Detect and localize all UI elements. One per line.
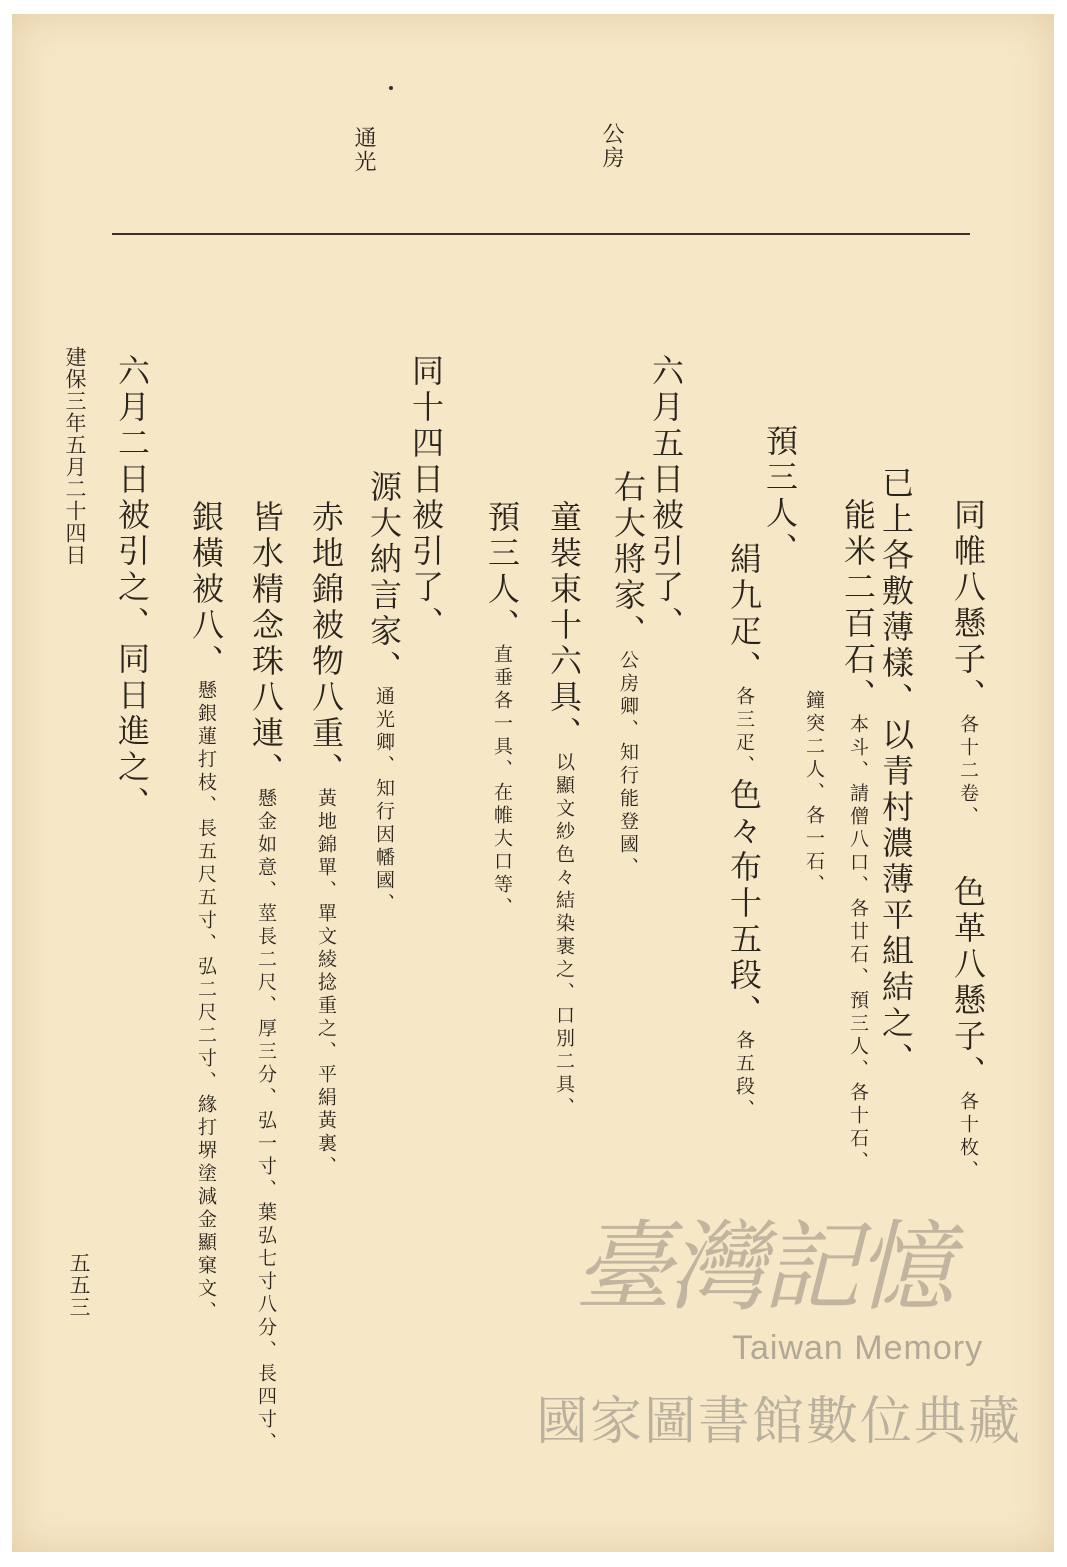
column-note: 本斗、請僧八口、各廿石、預三人、各十石、	[847, 714, 869, 1174]
column-main-text: 絹九疋、	[725, 542, 763, 686]
header-right-label: 公房	[599, 122, 624, 170]
column-note: 以顯文紗色々結染裹之、口別二具、	[553, 752, 575, 1120]
ink-dot	[389, 86, 393, 90]
watermark-english: Taiwan Memory	[732, 1329, 984, 1367]
column-note: 各三疋、	[733, 686, 755, 778]
column-main-text: 皆水精念珠八連、	[247, 500, 285, 788]
text-column-12	[294, 424, 358, 1179]
text-column-4: 預三人、	[761, 424, 799, 568]
text-column-7	[596, 394, 660, 880]
column-note: 黃地錦單、單文綾捻重之、平絹黃裏、	[315, 788, 337, 1179]
column-main-text: 右大將家、	[609, 470, 647, 650]
horizontal-rule	[112, 233, 970, 235]
text-column-13	[234, 424, 298, 1455]
column-main-text: 預三人、	[483, 500, 521, 644]
text-column-5	[712, 466, 776, 1122]
header-left-label: 通光	[351, 126, 376, 174]
column-note: 公房卿、知行能登國、	[617, 650, 639, 880]
column-main-text: 赤地錦被物八重、	[307, 500, 345, 788]
column-main-text: 同帷八懸子、	[949, 498, 987, 714]
column-main-text: 色革八懸子、	[949, 875, 987, 1091]
column-note: 直垂各一具、在帷大口等、	[491, 644, 513, 920]
text-column-15: 六月二日被引之、同日進之、	[113, 354, 151, 822]
column-note: 各十枚、	[957, 1091, 979, 1183]
column-main-text: 銀橫被八、	[187, 500, 225, 680]
text-column-9	[470, 424, 534, 920]
text-column-11	[352, 394, 416, 916]
text-column-10: 同十四日被引了、	[407, 354, 445, 642]
watermark-chinese: 國家圖書館數位典藏	[535, 1392, 1022, 1452]
text-column-3	[826, 422, 890, 1174]
column-main-text: 童裝束十六具、	[545, 500, 583, 752]
column-main-text: 能米二百石、	[839, 498, 877, 714]
text-column-3-note: 鐘突二人、各一石、	[803, 690, 825, 897]
column-note: 懸金如意、莖長二尺、厚三分、弘一寸、葉弘七寸八分、長四寸、	[255, 788, 277, 1455]
column-note: 各十二卷、	[957, 714, 979, 829]
watermark	[502, 1189, 1022, 1549]
page-number: 五五三	[67, 1252, 91, 1318]
column-note: 通光卿、知行因幡國、	[373, 686, 395, 916]
text-column-8	[532, 424, 596, 1120]
text-column-2: 已上各敷薄樣、以青村濃薄平組結之、	[877, 466, 915, 1078]
text-column-1	[936, 422, 1000, 1183]
column-main-text: 源大納言家、	[365, 470, 403, 686]
column-main-text: 色々布十五段、	[725, 778, 763, 1030]
column-note: 各五段、	[733, 1030, 755, 1122]
watermark-calligraphy: 臺灣記憶	[573, 1211, 950, 1325]
text-column-14	[174, 424, 238, 1324]
document-page	[12, 14, 1054, 1552]
date-line: 建保三年五月二十四日	[63, 346, 87, 566]
column-note: 懸銀蓮打枝、長五尺五寸、弘二尺二寸、緣打堺塗減金顯窠文、	[195, 680, 217, 1324]
text-column-6: 六月五日被引了、	[647, 354, 685, 642]
